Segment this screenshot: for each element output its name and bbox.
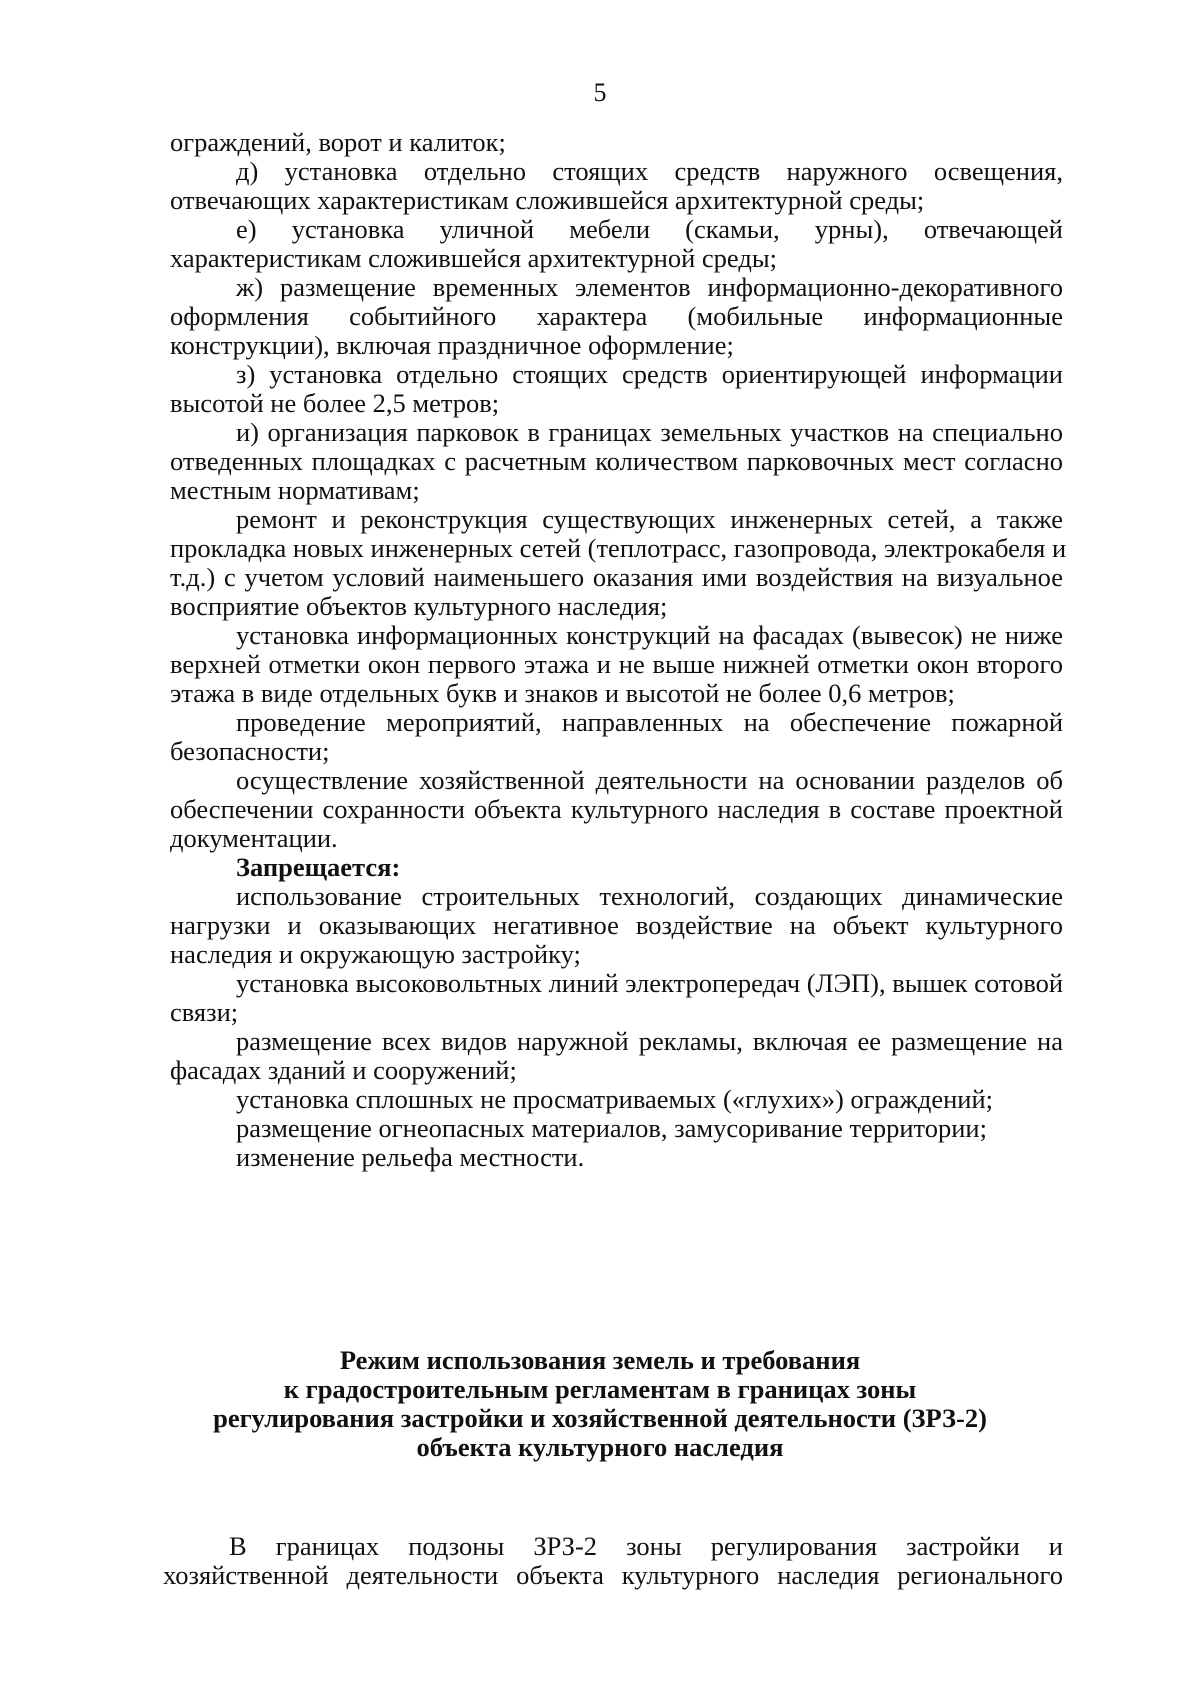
- text-line: нагрузки и оказывающих негативное воздействие на объект культурного: [170, 910, 1063, 940]
- body-text: [170, 127, 1067, 1172]
- text-line: ремонт и реконструкция существующих инженерных сетей, а также: [236, 504, 1063, 534]
- text-line: изменение рельефа местности.: [236, 1142, 585, 1172]
- text-line: конструкции), включая праздничное оформление;: [170, 330, 734, 360]
- text-line: связи;: [170, 997, 239, 1027]
- text-line: верхней отметки окон первого этажа и не выше нижней отметки окон второго: [170, 649, 1063, 679]
- text-line: документации.: [170, 823, 338, 853]
- text-line: местным нормативам;: [170, 475, 420, 505]
- text-line: оформления событийного характера (мобильные информационные: [170, 301, 1063, 331]
- text-line: характеристикам сложившейся архитектурной среды;: [170, 243, 777, 273]
- text-line: д) установка отдельно стоящих средств наружного освещения,: [236, 156, 1063, 186]
- text-line: использование строительных технологий, создающих динамические: [236, 881, 1063, 911]
- prohibited-heading: Запрещается:: [236, 852, 401, 882]
- text-line: отведенных площадках с расчетным количеством парковочных мест согласно: [170, 446, 1063, 476]
- text-line: ограждений, ворот и калиток;: [170, 127, 506, 157]
- text-line: и) организация парковок в границах земельных участков на специально: [236, 417, 1063, 447]
- text-line: размещение всех видов наружной рекламы, включая ее размещение на: [236, 1026, 1063, 1056]
- section-intro: [163, 1532, 1063, 1590]
- text-line: е) установка уличной мебели (скамьи, урны), отвечающей: [236, 214, 1063, 244]
- text-line: высотой не более 2,5 метров;: [170, 388, 500, 418]
- text-line: восприятие объектов культурного наследия;: [170, 591, 668, 621]
- text-line: хозяйственной деятельности объекта культурного наследия регионального: [163, 1560, 1063, 1590]
- text-line: з) установка отдельно стоящих средств ориентирующей информации: [236, 359, 1063, 389]
- text-line: обеспечении сохранности объекта культурного наследия в составе проектной: [170, 794, 1063, 824]
- text-line: ж) размещение временных элементов информационно-декоративного: [236, 272, 1063, 302]
- text-line: безопасности;: [170, 736, 330, 766]
- text-line: осуществление хозяйственной деятельности на основании разделов об: [236, 765, 1063, 795]
- text-line: В границах подзоны ЗРЗ-2 зоны регулирования застройки и: [229, 1531, 1063, 1561]
- section-title-line: объекта культурного наследия: [416, 1432, 784, 1462]
- text-line: прокладка новых инженерных сетей (теплотрасс, газопровода, электрокабеля и: [170, 533, 1067, 563]
- text-line: размещение огнеопасных материалов, замусоривание территории;: [236, 1113, 987, 1143]
- section-title-line: регулирования застройки и хозяйственной деятельности (ЗРЗ-2): [213, 1403, 987, 1433]
- text-line: т.д.) с учетом условий наименьшего оказания ими воздействия на визуальное: [170, 562, 1063, 592]
- text-line: отвечающих характеристикам сложившейся архитектурной среды;: [170, 185, 925, 215]
- text-line: этажа в виде отдельных букв и знаков и высотой не более 0,6 метров;: [170, 678, 955, 708]
- text-line: установка высоковольтных линий электропередач (ЛЭП), вышек сотовой: [236, 968, 1064, 998]
- section-title-line: Режим использования земель и требования: [339, 1345, 861, 1375]
- text-line: фасадах зданий и сооружений;: [170, 1055, 517, 1085]
- text-line: наследия и окружающую застройку;: [170, 939, 581, 969]
- text-line: проведение мероприятий, направленных на обеспечение пожарной: [236, 707, 1063, 737]
- text-line: установка сплошных не просматриваемых («глухих») ограждений;: [236, 1084, 994, 1114]
- section-title: [0, 1346, 1200, 1462]
- page-number: 5: [593, 78, 607, 107]
- text-line: установка информационных конструкций на фасадах (вывесок) не ниже: [236, 620, 1063, 650]
- section-title-line: к градостроительным регламентам в границах зоны: [283, 1374, 917, 1404]
